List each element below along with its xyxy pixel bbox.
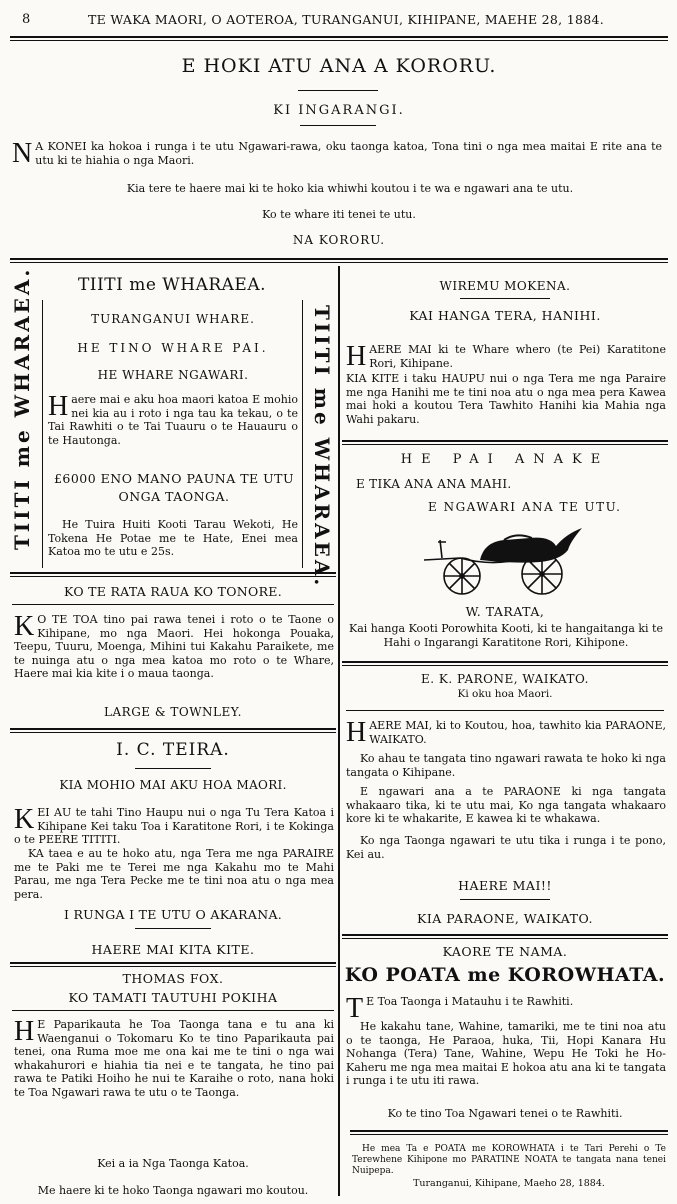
tiiti-line1: TURANGANUI WHARE.	[91, 312, 255, 326]
tarata-name: W. TARATA,	[465, 604, 545, 619]
tiiti-side-right: TIITI me WHARAEA.	[310, 305, 334, 589]
poata-line1: Ko te tino Toa Ngawari tenei o te Rawhiti.	[387, 1107, 623, 1120]
dropcap: H	[346, 717, 367, 748]
poata-title: KO POATA me KOROWHATA.	[344, 964, 666, 986]
tarata-line2: E NGAWARI ANA TE UTU.	[428, 500, 622, 514]
mokena-title: WIREMU MOKENA.	[439, 279, 571, 293]
tiiti-line2: HE TINO WHARE PAI.	[77, 341, 269, 355]
parone-line2: KIA PARAONE, WAIKATO.	[417, 911, 593, 926]
dropcap: K	[14, 804, 35, 835]
parone-paragraph2: Ko ahau te tangata tino ngawari rawata te hoko ki nga tangata o Kihipane.	[346, 752, 666, 779]
dropcap: H	[346, 341, 367, 372]
column-divider	[338, 266, 340, 1196]
teira-title: I. C. TEIRA.	[116, 740, 230, 760]
tiiti-line3: HE WHARE NGAWARI.	[97, 368, 249, 382]
dropcap: T	[346, 993, 364, 1024]
rata-title: KO TE RATA RAUA KO TONORE.	[64, 584, 282, 599]
parone-title: E. K. PARONE, WAIKATO.	[421, 672, 589, 686]
running-title: TE WAKA MAORI, O AOTEROA, TURANGANUI, KIHIPANE, MAEHE 28, 1884.	[88, 12, 605, 27]
teira-paragraph2: KA taea e au te hoko atu, nga Tera me nga PARAIRE me te Paki me te Terei me nga Kakahu mo te Mahi Parau, me nga Tera Pecke me te tini noa atu o nga mea pera.	[14, 847, 334, 901]
section-rule	[10, 258, 668, 263]
tarata-paragraph: Kai hanga Kooti Porowhita Kooti, ki te hangaitanga ki te Hahi o Ingarangi Karatitone Rori, Kihipone.	[349, 622, 663, 649]
short-rule	[135, 928, 211, 929]
parone-subtitle: Ki oku hoa Maori.	[457, 688, 553, 700]
fox-line1: Kei a ia Nga Taonga Katoa.	[97, 1157, 249, 1170]
teira-line1: I RUNGA I TE UTU O AKARANA.	[63, 907, 283, 922]
short-rule	[298, 90, 378, 91]
block-rule	[12, 1010, 334, 1011]
tiiti-box-line	[42, 300, 43, 568]
tarata-title: HE PAI ANAKE	[400, 452, 610, 467]
block-rule	[10, 572, 336, 577]
parone-paragraph1: HAERE MAI, ki to Koutou, hoa, tawhito kia PARAONE, WAIKATO.	[346, 717, 666, 748]
kororu-paragraph: N A KONEI ka hokoa i runga i te utu Ngawari-rawa, oku taonga katoa, Tona tini o nga mea maitai E rite ana te utu ki te hiahia o nga Maori.	[12, 138, 662, 169]
short-rule	[135, 768, 211, 769]
dropcap: N	[12, 138, 33, 169]
tiiti-paragraph2: He Tuira Huiti Kooti Tarau Wekoti, He Tokena He Potae me te Hate, Enei mea Katoa mo te utu e 25s.	[48, 518, 298, 558]
poata-paragraph1: T E Toa Taonga i Matauhu i te Rawhiti.	[346, 993, 574, 1024]
tiiti-title: TIITI me WHARAEA.	[77, 275, 267, 295]
parone-paragraph4: Ko nga Taonga ngawari te utu tika i runga i te pono, Kei au.	[346, 834, 666, 861]
short-rule	[300, 125, 376, 126]
fox-subtitle: KO TAMATI TAUTUHI POKIHA	[68, 990, 278, 1005]
dropcap: H	[48, 391, 69, 422]
short-rule	[460, 298, 550, 299]
page-header	[0, 8, 677, 30]
block-rule	[10, 728, 336, 733]
fox-paragraph: H E Paparikauta he Toa Taonga tana e tu ana ki Waenganui o Tokomaru Ko te tino Paparikauta pai tenei, ona Ruma moe me ona kai me te tini o nga wai whakahurori e hiahia tia nei e te tangata, he tino pai rawa te Patiki Hoiho he nui te Karaihe o roto, nana hoki te Toa Ngawari rawa te utu o te Taonga.	[14, 1016, 334, 1099]
mokena-paragraph2: KIA KITE i taku HAUPU nui o nga Tera me nga Paraire me nga Hanihi me te tini noa atu o nga mea pera Kawea mai hoki a koutou Tera Tawhito Hanihi kia Mahia nga Wahi pakaru.	[346, 372, 666, 426]
carriage-body	[480, 528, 582, 563]
poata-paragraph2: He kakahu tane, Wahine, tamariki, me te tini noa atu o te taonga, He Paraoa, huka, Tii, Hopi Kanara Hu Nohanga (Tera) Tane, Wahine, Wepu He Toki he Ho-Kaheru me nga mea maitai E hokoa atu ana ki te tangata i runga i te utu iti rawa.	[346, 1020, 666, 1087]
kororu-signature: NA KORORU.	[292, 233, 386, 247]
kororu-line2: Kia tere te haere mai ki te hoko kia whiwhi koutou i te wa e ngawari ana te utu.	[126, 182, 574, 195]
short-rule	[460, 899, 550, 900]
kororu-line3: Ko te whare iti tenei te utu.	[262, 208, 416, 221]
fox-title: THOMAS FOX.	[122, 971, 224, 986]
teira-paragraph1: KEI AU te tahi Tino Haupu nui o nga Tu Tera Katoa i Kihipane Kei taku Toa i Karatitone Rori, i te Kokinga o te PEERE TITITI.	[14, 804, 334, 846]
tiiti-price: £6000 ENO MANO PAUNA TE UTU ONGA TAONGA.	[53, 471, 295, 504]
block-rule	[342, 440, 668, 445]
parone-line1: HAERE MAI!!	[458, 878, 552, 893]
poata-kicker: KAORE TE NAMA.	[442, 944, 568, 959]
block-rule	[342, 934, 668, 939]
tiiti-paragraph: Haere mai e aku hoa maori katoa E mohio nei kia au i roto i nga tau ka tekau, o te Tai Rawhiti o te Tai Tuauru o te Hauauru o te Hautonga.	[48, 391, 298, 447]
carriage-illustration	[420, 520, 590, 598]
parone-paragraph3: E ngawari ana a te PARAONE ki nga tangata whakaaro tika, ki te utu mai, Ko nga tangata whakaaro kore ki te whakarite, E kawea ki te whakawa.	[346, 785, 666, 825]
block-rule	[346, 710, 664, 711]
block-rule	[12, 604, 334, 605]
block-rule	[342, 661, 668, 666]
imprint-text: He mea Ta e POATA me KOROWHATA i te Tari Perehi o Te Terewhene Kihipone mo PARATINE NOATA te tangata nana tenei Nuipepa.	[352, 1144, 666, 1176]
imprint-date: Turanganui, Kihipane, Maeho 28, 1884.	[413, 1178, 605, 1189]
tiiti-box-line	[302, 300, 303, 568]
page-number: 8	[22, 12, 31, 27]
mokena-subtitle: KAI HANGA TERA, HANIHI.	[409, 308, 601, 323]
dropcap: K	[14, 611, 35, 642]
block-rule	[10, 962, 336, 967]
mokena-paragraph1: HAERE MAI ki te Whare whero (te Pei) Karatitone Rori, Kihipane.	[346, 341, 666, 372]
rata-signature: LARGE & TOWNLEY.	[104, 705, 242, 719]
teira-subtitle: KIA MOHIO MAI AKU HOA MAORI.	[59, 778, 287, 792]
fox-line2: Me haere ki te hoko Taonga ngawari mo koutou.	[37, 1184, 309, 1197]
block-rule	[350, 1130, 668, 1135]
tarata-line1: E TIKA ANA ANA MAHI.	[356, 477, 512, 491]
teira-line2: HAERE MAI KITA KITE.	[91, 942, 255, 957]
tiiti-side-left: TIITI me WHARAEA.	[10, 266, 34, 550]
dropcap: H	[14, 1016, 35, 1047]
rata-paragraph: K O TE TOA tino pai rawa tenei i roto o te Taone o Kihipane, mo nga Maori. Hei hokonga Pouaka, Teepu, Tuuru, Moenga, Mihini tui Kakahu Paraikete, me te nuinga atu o nga mea katoa mo roto o te Whare, Haere mai kia kite i o maua taonga.	[14, 611, 334, 680]
header-rule	[10, 36, 668, 41]
kororu-title: E HOKI ATU ANA A KORORU.	[181, 55, 497, 77]
kororu-subtitle: KI INGARANGI.	[273, 103, 405, 118]
